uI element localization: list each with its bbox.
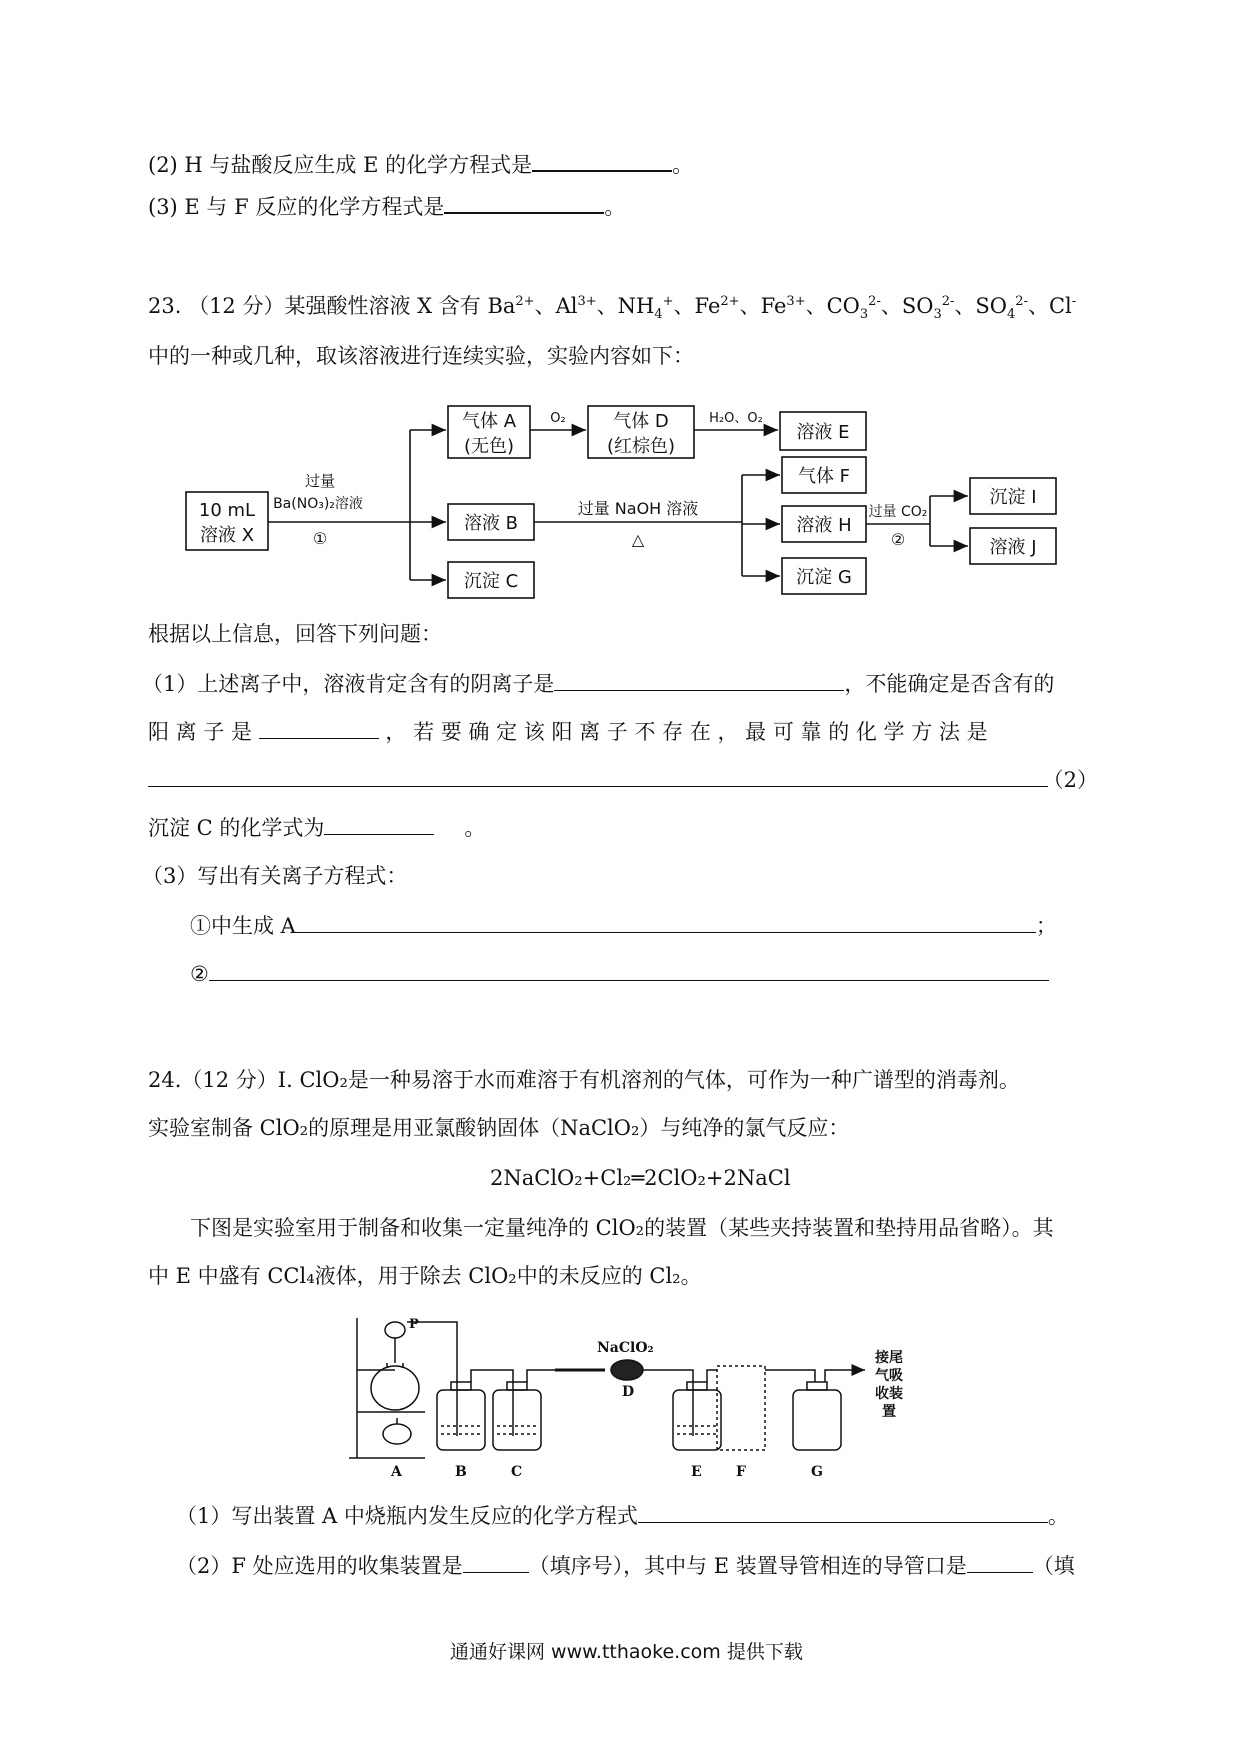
q23-sub3	[142, 862, 407, 890]
q22-line3-end: 。	[604, 195, 626, 219]
q23-intro-line2-text: 中的一种或几种，取该溶液进行连续实验，实验内容如下：	[148, 344, 694, 368]
q24-line4-text: 中 E 中盛有 CCl₄液体，用于除去 ClO₂中的未反应的 Cl₂。	[148, 1264, 702, 1288]
ion-item: $Fe^{3+}$	[760, 294, 806, 318]
gas-a-line2: (无色)	[463, 436, 515, 457]
solution-b-label: 溶液 B	[463, 513, 519, 534]
q24-line1	[148, 1066, 1020, 1094]
step3-reagent-label: 过量 CO₂	[868, 504, 928, 520]
solution-x-line2: 溶液 X	[199, 525, 255, 546]
q22-line3-text: (3) E 与 F 反应的化学方程式是	[148, 195, 445, 219]
gas-a-line1: 气体 A	[461, 411, 517, 432]
footer-text: 通通好课网 www.tthaoke.com 提供下载	[450, 1641, 803, 1663]
q24-sub1-end: 。	[1047, 1504, 1069, 1528]
ion-item: $SO_4^{2-}$	[975, 294, 1028, 322]
q22-line2-text: (2) H 与盐酸反应生成 E 的化学方程式是	[148, 153, 533, 177]
experiment-flowchart	[170, 392, 1090, 617]
q23-intro	[148, 292, 1076, 324]
q23-sub2-end: 。	[464, 816, 486, 840]
q24-line2	[148, 1114, 849, 1142]
tail-gas-line4: 置	[882, 1404, 896, 1420]
answer-blank[interactable]	[967, 1552, 1033, 1573]
answer-blank[interactable]	[532, 150, 672, 172]
q24-line3-text: 下图是实验室用于制备和收集一定量纯净的 ClO₂的装置（某些夹持装置和垫持用品省略）。其	[190, 1216, 1054, 1240]
q23-sub2-text: 沉淀 C 的化学式为	[148, 816, 325, 840]
q22-line2-end: 。	[672, 153, 694, 177]
solution-h-label: 溶液 H	[796, 515, 852, 536]
step2-heat-symbol: △	[631, 530, 645, 549]
label-b: B	[455, 1464, 467, 1480]
q23-sub3-eq1	[190, 912, 1057, 940]
q24-equation-text: 2NaClO₂+Cl₂═2ClO₂+2NaCl	[490, 1166, 791, 1190]
q24-line1-text: 24.（12 分）I. ClO₂是一种易溶于水而难溶于有机溶剂的气体，可作为一种广谱型的消毒剂。	[148, 1068, 1020, 1092]
gas-d-line1: 气体 D	[613, 411, 669, 432]
solution-j-label: 溶液 J	[989, 537, 1037, 558]
q23-sub1-text-d: ， 若 要 确 定 该 阳 离 子 不 存 在 ， 最 可 靠 的 化 学 方 法 是	[385, 720, 988, 744]
q23-prompt	[148, 620, 442, 648]
tail-gas-line3: 收装	[875, 1386, 903, 1402]
ion-item: $Fe^{2+}$	[694, 294, 740, 318]
label-p: P	[409, 1317, 419, 1332]
tail-gas-line2: 气吸	[875, 1368, 903, 1384]
q24-sub2-text-b: （填序号），其中与 E 装置导管相连的导管口是	[528, 1554, 967, 1578]
label-g: G	[811, 1464, 823, 1480]
q23-sub3-eq1-end: ；	[1035, 914, 1057, 938]
label-f: F	[736, 1464, 746, 1480]
solution-e-label: 溶液 E	[796, 422, 850, 443]
ion-item: $CO_3^{2-}$	[826, 294, 881, 322]
q22-line3	[148, 192, 625, 221]
precipitate-g-label: 沉淀 G	[796, 567, 852, 588]
q23-sub1-text-b: ，不能确定是否含有的	[844, 672, 1055, 696]
q24-sub2-text-c: （填	[1032, 1554, 1075, 1578]
step2-reagent-label: 过量 NaOH 溶液	[577, 499, 699, 518]
ion-item: $Ba^{2+}$	[487, 294, 535, 318]
answer-blank[interactable]	[148, 766, 1048, 787]
answer-blank[interactable]	[463, 1552, 529, 1573]
q23-sub3-eq2-text: ②	[190, 962, 209, 986]
answer-blank[interactable]	[554, 670, 844, 691]
answer-blank[interactable]	[209, 960, 1049, 981]
ion-list: $Ba^{2+}$、$Al^{3+}$、$NH_4^+$、$Fe^{2+}$、$Fe^{3+}$、$CO_3^{2-}$、$SO_3^{2-}$、$SO_4^{2-}$、Cl-	[487, 294, 1077, 322]
step3-number: ②	[890, 530, 906, 549]
q24-sub2-text-a: （2）F 处应选用的收集装置是	[176, 1554, 463, 1578]
label-c: C	[511, 1464, 523, 1480]
q24-line2-text: 实验室制备 ClO₂的原理是用亚氯酸钠固体（NaClO₂）与纯净的氯气反应：	[148, 1116, 850, 1140]
solution-x-line1: 10 mL	[198, 500, 256, 521]
q23-prompt-text: 根据以上信息，回答下列问题：	[148, 622, 442, 646]
q22-line2	[148, 150, 693, 179]
q23-sub1-text-c: 阳 离 子 是	[148, 720, 253, 744]
answer-blank[interactable]	[444, 192, 604, 214]
ion-item: Cl-	[1048, 294, 1077, 318]
apparatus-diagram	[345, 1308, 925, 1488]
q24-equation	[490, 1164, 791, 1192]
ion-item: $SO_3^{2-}$	[901, 294, 955, 322]
q23-sub1-line2	[148, 718, 988, 746]
tail-gas-line1: 接尾	[875, 1350, 903, 1366]
label-d: D	[622, 1384, 635, 1400]
q24-sub1	[176, 1502, 1069, 1530]
q23-sub3-text: （3）写出有关离子方程式：	[142, 864, 408, 888]
q23-sub3-eq1-text: ①中生成 A	[190, 914, 296, 938]
q24-sub1-text: （1）写出装置 A 中烧瓶内发生反应的化学方程式	[176, 1504, 638, 1528]
q23-sub3-eq2	[190, 960, 1049, 988]
step1-reagent-label: Ba(NO₃)₂溶液	[273, 496, 363, 512]
step1-number: ①	[312, 529, 328, 548]
label-naclo2: NaClO₂	[597, 1340, 654, 1356]
q23-sub1-line3	[148, 766, 1098, 794]
q23-sub1-line1	[142, 670, 1054, 698]
precipitate-c-label: 沉淀 C	[463, 571, 519, 592]
precipitate-i-label: 沉淀 I	[989, 487, 1037, 508]
q23-sub2-label: （2）	[1042, 768, 1098, 792]
answer-blank[interactable]	[324, 814, 434, 835]
answer-blank[interactable]	[259, 718, 379, 739]
label-e: E	[691, 1464, 702, 1480]
label-a: A	[391, 1464, 402, 1480]
q24-sub2	[176, 1552, 1075, 1580]
q23-intro-line2	[148, 342, 694, 370]
q24-line3	[190, 1214, 1054, 1242]
page-footer	[450, 1637, 803, 1664]
q24-line4	[148, 1262, 702, 1290]
answer-blank[interactable]	[296, 912, 1036, 933]
ion-item: $Al^{3+}$	[555, 294, 597, 318]
answer-blank[interactable]	[638, 1502, 1048, 1523]
q23-sub1-text-a: （1）上述离子中，溶液肯定含有的阴离子是	[142, 672, 555, 696]
arrow-label-h2o-o2: H₂O、O₂	[709, 411, 763, 426]
q23-intro-text: 23. （12 分）某强酸性溶液 X 含有	[148, 294, 488, 318]
arrow-label-o2: O₂	[550, 411, 566, 426]
gas-d-line2: (红棕色)	[606, 436, 676, 457]
ion-item: $NH_4^+$	[617, 294, 674, 322]
gas-f-label: 气体 F	[797, 466, 851, 487]
q23-sub2-line	[148, 814, 485, 842]
step1-top-label: 过量	[304, 472, 336, 490]
